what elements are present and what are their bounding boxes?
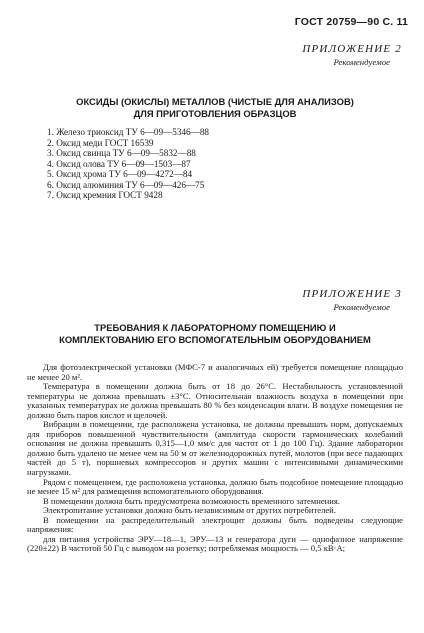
paragraph: В помещении должна быть предусмотрена возможность временного затемнения. [43, 495, 340, 506]
appendix-3-heading [20, 322, 410, 346]
list-item: 2. Оксид меди ГОСТ 16539 [47, 137, 154, 148]
list-item: 3. Оксид свинца ТУ 6—09—5832—88 [47, 148, 196, 158]
appendix-3-heading-line-2: КОМПЛЕКТОВАНИЮ ЕГО ВСПОМОГАТЕЛЬНЫМ ОБОРУДОВАНИЕМ [59, 334, 371, 345]
appendix-2-title: ПРИЛОЖЕНИЕ 2 [302, 43, 402, 55]
paragraph: Вибрации в помещении, где расположена установка, не должны превышать норм, допускаемых для приборов повышенной чувствительности (амплитуда скорости гармонических колебаний основания не должна превышать 0,315—1,0 мм/с для частот от 1 до 100 Гц). Здание лаборатории должно быть удалено не менее чем на 50 м от железнодорожных путей, молотов (при весе падающих частей до 5 т), поршневых компрессоров и других машин с интенсивными динамическими нагрузками. [27, 419, 403, 478]
appendix-2-heading [20, 96, 410, 120]
paragraph: Для фотоэлектрической установки (МФС-7 и аналогичных ей) требуется помещение площадью не менее 20 м². [27, 362, 403, 382]
paragraph: В помещении на распределительный электрощит должны быть подведены следующие напряжения: [27, 514, 403, 535]
list-item: 7. Оксид кремния ГОСТ 9428 [47, 190, 163, 200]
oxides-list [47, 127, 209, 201]
list-item: 6. Оксид алюминия ТУ 6—09—426—75 [47, 179, 205, 190]
requirements-text [27, 363, 403, 554]
appendix-3-status: Рекомендуемое [333, 302, 390, 312]
standard-header: ГОСТ 20759—90 С. 11 [294, 16, 408, 28]
paragraph: Рядом с помещением, где расположена установка, должно быть подсобное помещение площадью не менее 15 м² для размещения вспомогательного оборудования. [27, 476, 403, 497]
paragraph: Электропитание установки должно быть независимым от других потребителей. [43, 505, 336, 516]
appendix-2-heading-line-1: ОКСИДЫ (ОКИСЛЫ) МЕТАЛЛОВ (ЧИСТЫЕ ДЛЯ АНАЛИЗОВ) [76, 96, 354, 107]
paragraph: для питания устройства ЭРУ—18—1, ЭРУ—13 и генератора дуги — однофазное напряжение (220±22) В частотой 50 Гц с выводом на розетку; потребляемая мощность — 0,5 кВ·А; [27, 533, 403, 554]
appendix-3-heading-line-1: ТРЕБОВАНИЯ К ЛАБОРАТОРНОМУ ПОМЕЩЕНИЮ И [94, 322, 336, 333]
list-item: 1. Железо триоксид ТУ 6—09—5346—88 [47, 127, 210, 137]
appendix-2-heading-line-2: ДЛЯ ПРИГОТОВЛЕНИЯ ОБРАЗЦОВ [133, 108, 297, 119]
list-item: 5. Оксид хрома ТУ 6—09—4272—84 [47, 169, 193, 179]
appendix-3-title: ПРИЛОЖЕНИЕ 3 [302, 288, 402, 300]
paragraph: Температура в помещении должна быть от 18 до 26°С. Нестабильность установленной температуры не должна превышать ±3°С. Относительная влажность воздуха в помещении при указанных температурах не должна превышать 80 % без конденсации влаги. В воздухе помещения не должно быть паров кислот и щелочей. [27, 381, 403, 420]
list-item: 4. Оксид олова ТУ 6—09—1503—87 [47, 158, 191, 169]
appendix-2-status: Рекомендуемое [333, 57, 390, 67]
